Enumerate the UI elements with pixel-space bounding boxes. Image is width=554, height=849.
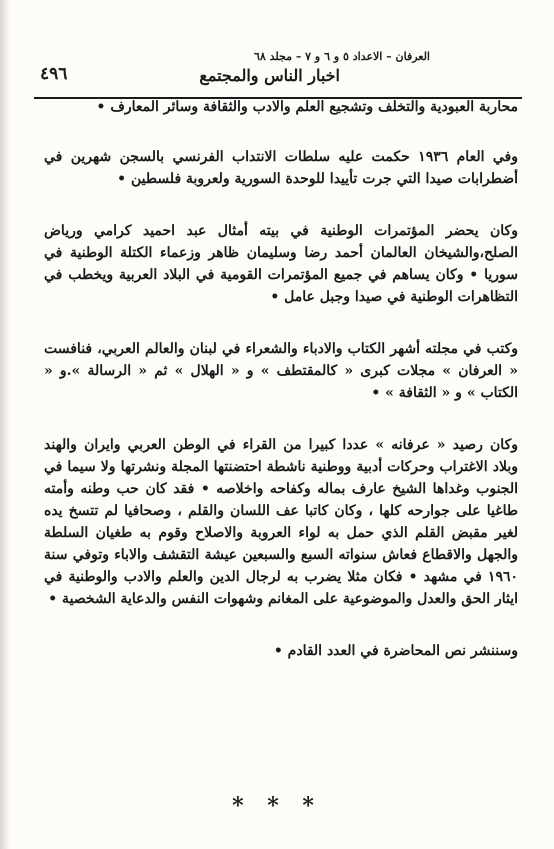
page-header — [40, 50, 520, 94]
paragraph-5: وكان رصيد « عرفانه » عددا كبيرا من القراء في الوطن العربي وايران والهند وبلاد الاغتراب وحركات أدبية ووطنية ناشطة احتضنتها المجلة ونشرتها ولا سيما في الجنوب وغداها الشيخ عارف بماله وكفاحه واخلاصه • فقد كان حب وطنه وأمته طاغيا على جوارحه كلها ، وكان كاتبا عف اللسان والقلم ، وصحافيا لم تتسخ يده لغير مقبض القلم الذي حمل به لواء العروبة والاصلاح وقوم به طغيان السلطة والجهل والاقطاع فعاش سنواته السبع والسبعين عيشة التقشف والاباء وتوفي سنة ١٩٦٠ في مشهد • فكان مثلا يضرب به لرجال الدين والعلم والادب والوطنية في ايثار الحق والعدل والموضوعية على المغانم وشهوات النفس والدعاية الشخصية • — [44, 437, 518, 607]
paragraph-2: وفي العام ١٩٣٦ حكمت عليه سلطات الانتداب الفرنسي بالسجن شهرين في أضطرابات صيدا التي جرت تأييدا للوحدة السورية ولعروبة فلسطين • — [44, 149, 518, 187]
page-number: ٤٩٦ — [40, 64, 68, 84]
paragraph-3: وكان يحضر المؤتمرات الوطنية في بيته أمثال عبد احميد كرامي ورياض الصلح،والشيخان العالمان أحمد رضا وسليمان ظاهر وزعماء الكتلة الوطنية في سوريا • وكان يساهم في جميع المؤتمرات القومية في البلاد العربية ويخطب في التظاهرات الوطنية في صيدا وجبل عامل • — [44, 223, 518, 305]
paragraph-6: وسننشر نص المحاضرة في العدد القادم • — [273, 643, 518, 659]
paragraph-1: محاربة العبودية والتخلف وتشجيع العلم والادب والثقافة وسائر المعارف • — [96, 99, 518, 115]
section-title: اخبار الناس والمجتمع — [199, 66, 340, 85]
article-body — [44, 96, 518, 692]
paragraph-4: وكتب في مجلته أشهر الكتاب والادباء والشعراء في لبنان والعالم العربي، فنافست « العرفان » مجلات كبرى « كالمقتطف » و « الهلال » ثم « الرسالة ».و « الكتاب » و « الثقافة » • — [44, 341, 518, 401]
section-end-stars: * * * — [232, 793, 322, 819]
journal-issue-line: العرفان – الاعداد ٥ و ٦ و ٧ – مجلد ٦٨ — [253, 50, 430, 63]
page-edge-shadow — [0, 0, 10, 849]
